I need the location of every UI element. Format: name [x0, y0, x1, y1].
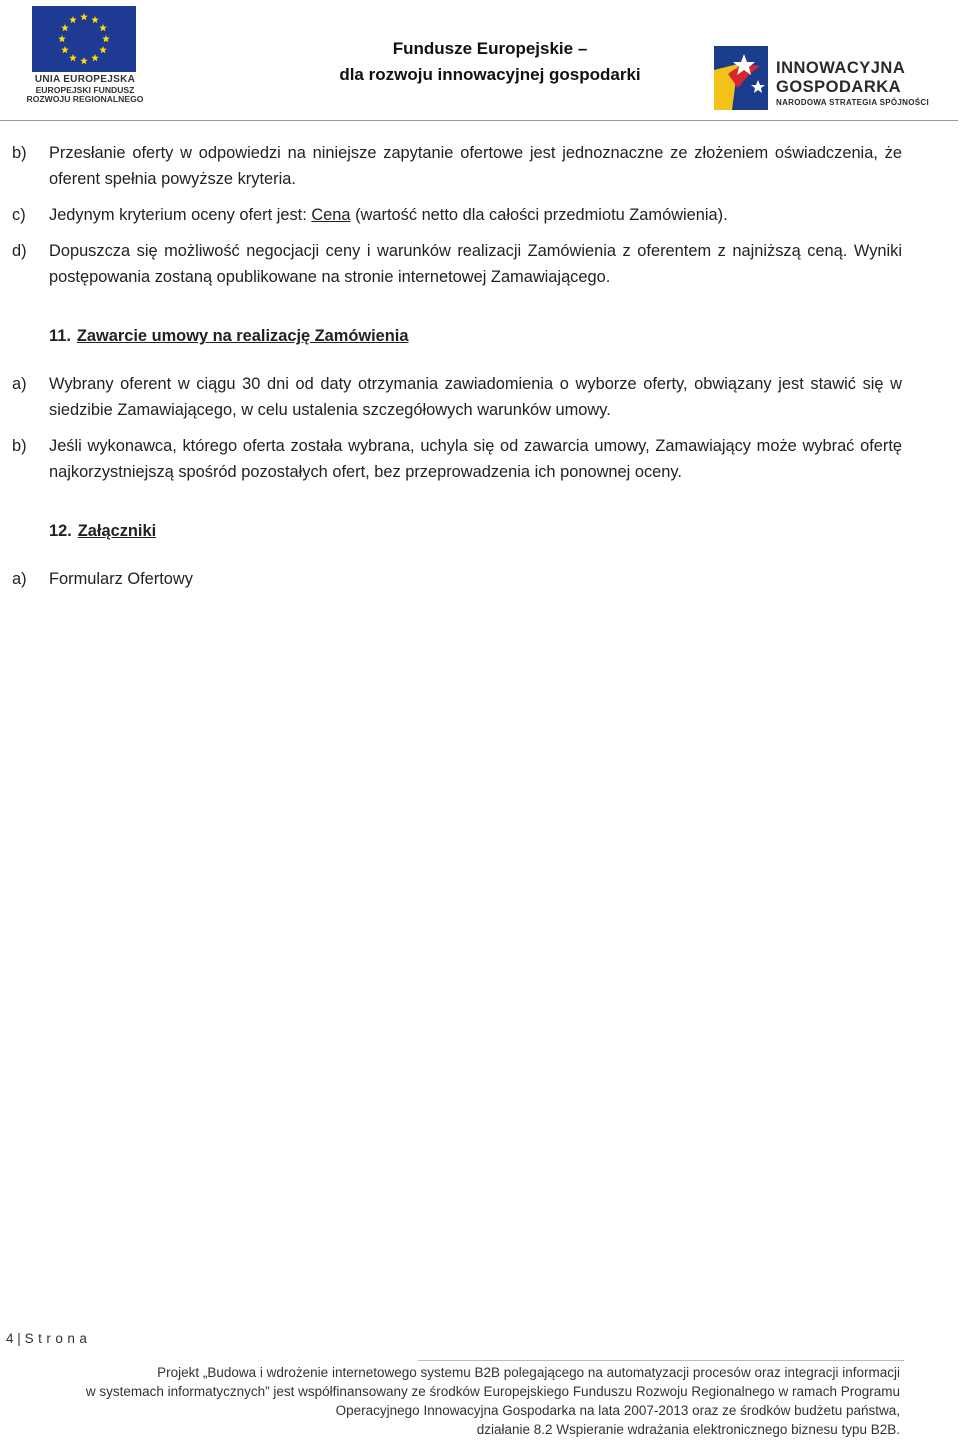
- list-item: [12, 238, 902, 290]
- eu-star-icon: [80, 57, 88, 64]
- footer-line: Operacyjnego Innowacyjna Gospodarka na lata 2007-2013 oraz ze środków budżetu państwa,: [335, 1403, 900, 1418]
- ig-logo-line1: INNOWACYJNA: [776, 59, 906, 77]
- eu-star-icon: [91, 54, 99, 61]
- eu-star-icon: [99, 24, 107, 31]
- eu-star-icon: [61, 24, 69, 31]
- list-marker: b): [12, 144, 27, 162]
- eu-star-icon: [80, 13, 88, 20]
- eu-star-icon: [61, 46, 69, 53]
- page-number: [6, 1331, 91, 1346]
- ig-star-mark-icon: [708, 40, 772, 116]
- programme-title-line2: dla rozwoju innowacyjnej gospodarki: [339, 65, 641, 84]
- section-heading-11: [49, 323, 902, 349]
- eu-logo-line1: UNIA EUROPEJSKA: [34, 74, 136, 85]
- list-item-text-tail: (wartość netto dla całości przedmiotu Zamówienia).: [350, 206, 728, 224]
- eu-logo: [22, 6, 148, 104]
- criterion-underlined: Cena: [311, 206, 351, 224]
- section-title: Załączniki: [77, 522, 157, 540]
- eu-star-icon: [91, 16, 99, 23]
- list-item-text: Jeśli wykonawca, którego oferta została wybrana, uchyla się od zawarcia umowy, Zamawiający może wybrać ofertę najkorzystniejszą spośród pozostałych ofert, bez przeprowadzenia ich ponownej oceny.: [49, 437, 902, 481]
- list-item: [12, 202, 902, 228]
- eu-logo-line2: EUROPEJSKI FUNDUSZ: [35, 84, 135, 95]
- eu-star-icon: [58, 35, 66, 42]
- list-item: [12, 371, 902, 423]
- eu-star-icon: [69, 16, 77, 23]
- list-marker: a): [12, 375, 27, 393]
- page-number-separator: |: [17, 1331, 21, 1346]
- programme-title-line1: Fundusze Europejskie –: [392, 39, 588, 58]
- eu-star-icon: [99, 46, 107, 53]
- innowacyjna-gospodarka-logo: [708, 40, 948, 118]
- programme-title: [240, 36, 740, 88]
- list-item-text: Formularz Ofertowy: [49, 570, 193, 588]
- document-body: [12, 140, 902, 592]
- page-number-value: 4: [6, 1331, 14, 1346]
- project-footer: [20, 1363, 900, 1439]
- eu-logo-line3: ROZWOJU REGIONALNEGO: [26, 93, 144, 104]
- header-divider: [0, 120, 958, 121]
- list-item-text: Przesłanie oferty w odpowiedzi na niniejsze zapytanie ofertowe jest jednoznaczne ze złożeniem oświadczenia, że oferent spełnia powyższe kryteria.: [49, 144, 902, 188]
- list-item: [12, 566, 902, 592]
- list-marker: b): [12, 437, 27, 455]
- section-heading-12: [49, 518, 902, 544]
- ig-logo-line3: NARODOWA STRATEGIA SPÓJNOŚCI: [776, 98, 930, 107]
- list-marker: a): [12, 570, 27, 588]
- page-word: Strona: [24, 1331, 92, 1346]
- ig-logo-line2: GOSPODARKA: [776, 77, 902, 96]
- list-item-text: Wybrany oferent w ciągu 30 dni od daty otrzymania zawiadomienia o wyborze oferty, obwiązany jest stawić się w siedzibie Zamawiającego, w celu ustalenia szczegółowych warunków umowy.: [49, 375, 902, 419]
- list-item: [12, 433, 902, 485]
- footer-line: działanie 8.2 Wspieranie wdrażania elektronicznego biznesu typu B2B.: [476, 1422, 900, 1437]
- footer-line: Projekt „Budowa i wdrożenie internetowego systemu B2B polegającego na automatyzacji procesów oraz integracji informacji: [157, 1365, 900, 1380]
- page-header: [0, 0, 960, 120]
- list-item-text: Jedynym kryterium oceny ofert jest:: [49, 206, 312, 224]
- list-item: [12, 140, 902, 192]
- list-marker: d): [12, 242, 27, 260]
- footer-line: w systemach informatycznych” jest współfinansowany ze środków Europejskiego Funduszu Rozwoju Regionalnego w ramach Programu: [85, 1384, 900, 1399]
- section-number: 12.: [49, 522, 72, 540]
- list-item-text: Dopuszcza się możliwość negocjacji ceny i warunków realizacji Zamówienia z oferentem z najniższą ceną. Wyniki postępowania zostaną opublikowane na stronie internetowej Zamawiającego.: [49, 242, 902, 286]
- eu-star-icon: [69, 54, 77, 61]
- section-title: Zawarcie umowy na realizację Zamówienia: [76, 327, 409, 345]
- eu-star-icon: [102, 35, 110, 42]
- footer-divider: [418, 1360, 904, 1361]
- list-marker: c): [12, 206, 26, 224]
- eu-flag-icon: [32, 6, 136, 72]
- section-number: 11.: [49, 327, 71, 345]
